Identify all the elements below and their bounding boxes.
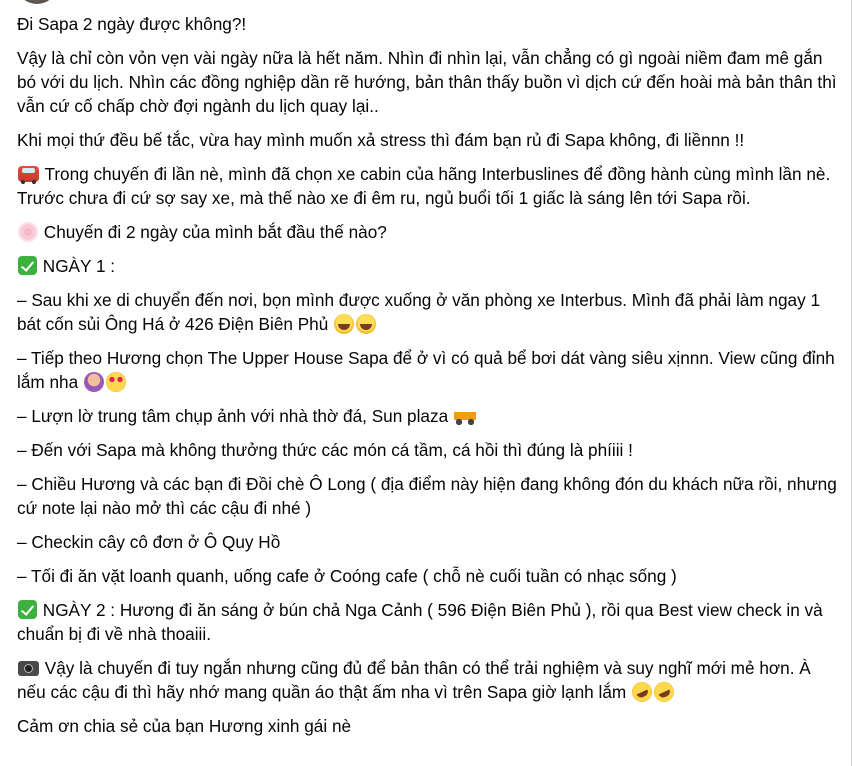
- smiling-face-heart-eyes-icon: [106, 372, 126, 392]
- day1-item-evening: – Tối đi ăn vặt loanh quanh, uống cafe ở Coóng cafe ( chỗ nè cuối tuần có nhạc sống ): [17, 566, 677, 586]
- rolling-on-floor-laughing-icon: [651, 679, 678, 706]
- grinning-squinting-face-icon: [334, 314, 354, 334]
- post-paragraph-intro: Vậy là chỉ còn vỏn vẹn vài ngày nữa là hết năm. Nhìn đi nhìn lại, vẫn chẳng có gì ngoài niềm đam mê gắn bó với du lịch. Nhìn các đồng nghiệp dần rẽ hướng, bản thân thấy buồn vì dịch cứ đến hoài mà bản thân thì vẫn cứ cố chấp chờ đợi ngành du lịch quay lại..: [17, 48, 837, 116]
- day1-item-food: – Đến với Sapa mà không thưởng thức các món cá tầm, cá hồi thì đúng là phíiii !: [17, 440, 633, 460]
- motor-scooter-icon: [454, 406, 476, 426]
- cherry-blossom-icon: [18, 222, 38, 242]
- post-title: Đi Sapa 2 ngày được không?!: [17, 14, 247, 34]
- post-paragraph-bus: [17, 162, 837, 210]
- day1-item-hotel-text: – Tiếp theo Hương chọn The Upper House Sapa để ở vì có quả bể bơi dát vàng siêu xịnnn. View cũng đỉnh lắm nha: [17, 348, 835, 392]
- closing-paragraph-text: Vậy là chuyến đi tuy ngắn nhưng cũng đủ để bản thân có thể trải nghiệm và suy nghĩ mới mẻ hơn. À nếu các cậu đi thì hãy nhớ mang quần áo thật ấm nha vì trên Sapa giờ lạnh lắm: [17, 658, 811, 702]
- day1-item-arrival-text: – Sau khi xe di chuyển đến nơi, bọn mình được xuống ở văn phòng xe Interbus. Mình đã phải làm ngay 1 bát cốn sủi Ông Há ở 426 Điện Biên Phủ: [17, 290, 821, 334]
- oncoming-automobile-icon: [18, 166, 39, 182]
- day1-item-hotel: [17, 346, 837, 394]
- day2-paragraph-text: NGÀY 2 : Hương đi ăn sáng ở bún chả Nga Cảnh ( 596 Điện Biên Phủ ), rồi qua Best view check in và chuẩn bị đi về nhà thoaiii.: [17, 600, 823, 644]
- post-paragraph-bus-text: Trong chuyến đi lần nè, mình đã chọn xe cabin của hãng Interbuslines để đồng hành cùng mình lần nè. Trước chưa đi cứ sợ say xe, mà thế nào xe đi êm ru, ngủ buổi tối 1 giấc là sáng lên tới Sapa rồi.: [17, 164, 831, 208]
- avatar[interactable]: [16, 0, 58, 4]
- day1-heading-text: NGÀY 1 :: [38, 256, 116, 276]
- post-paragraph-trip-question: [17, 220, 837, 244]
- thanks-paragraph: Cảm ơn chia sẻ của bạn Hương xinh gái nè: [17, 716, 352, 736]
- white-check-mark-icon: [18, 256, 37, 275]
- closing-paragraph: [17, 656, 837, 704]
- grinning-squinting-face-icon: [356, 314, 376, 334]
- camera-icon: [18, 661, 39, 676]
- post-body: [17, 12, 837, 748]
- day2-paragraph: [17, 598, 837, 646]
- rolling-on-floor-laughing-icon: [629, 679, 656, 706]
- day1-item-lonely-tree: – Checkin cây cô đơn ở Ô Quy Hồ: [17, 532, 281, 552]
- white-check-mark-icon: [18, 600, 37, 619]
- day1-item-center: [17, 404, 837, 428]
- day1-heading: [17, 254, 837, 278]
- post-paragraph-trip-question-text: Chuyến đi 2 ngày của mình bắt đầu thế nào?: [39, 222, 387, 242]
- day1-item-center-text: – Lượn lờ trung tâm chụp ảnh với nhà thờ đá, Sun plaza: [17, 406, 453, 426]
- day1-item-tea-hill: – Chiều Hương và các bạn đi Đồi chè Ô Long ( địa điểm này hiện đang không đón du khách nữa rồi, nhưng cứ note lại nào mở thì các cậu đi nhé ): [17, 474, 837, 518]
- post-paragraph-stress: Khi mọi thứ đều bế tắc, vừa hay mình muốn xả stress thì đám bạn rủ đi Sapa không, đi liềnnn !!: [17, 130, 745, 150]
- day1-item-arrival: [17, 288, 837, 336]
- woman-gesturing-icon: [84, 372, 104, 392]
